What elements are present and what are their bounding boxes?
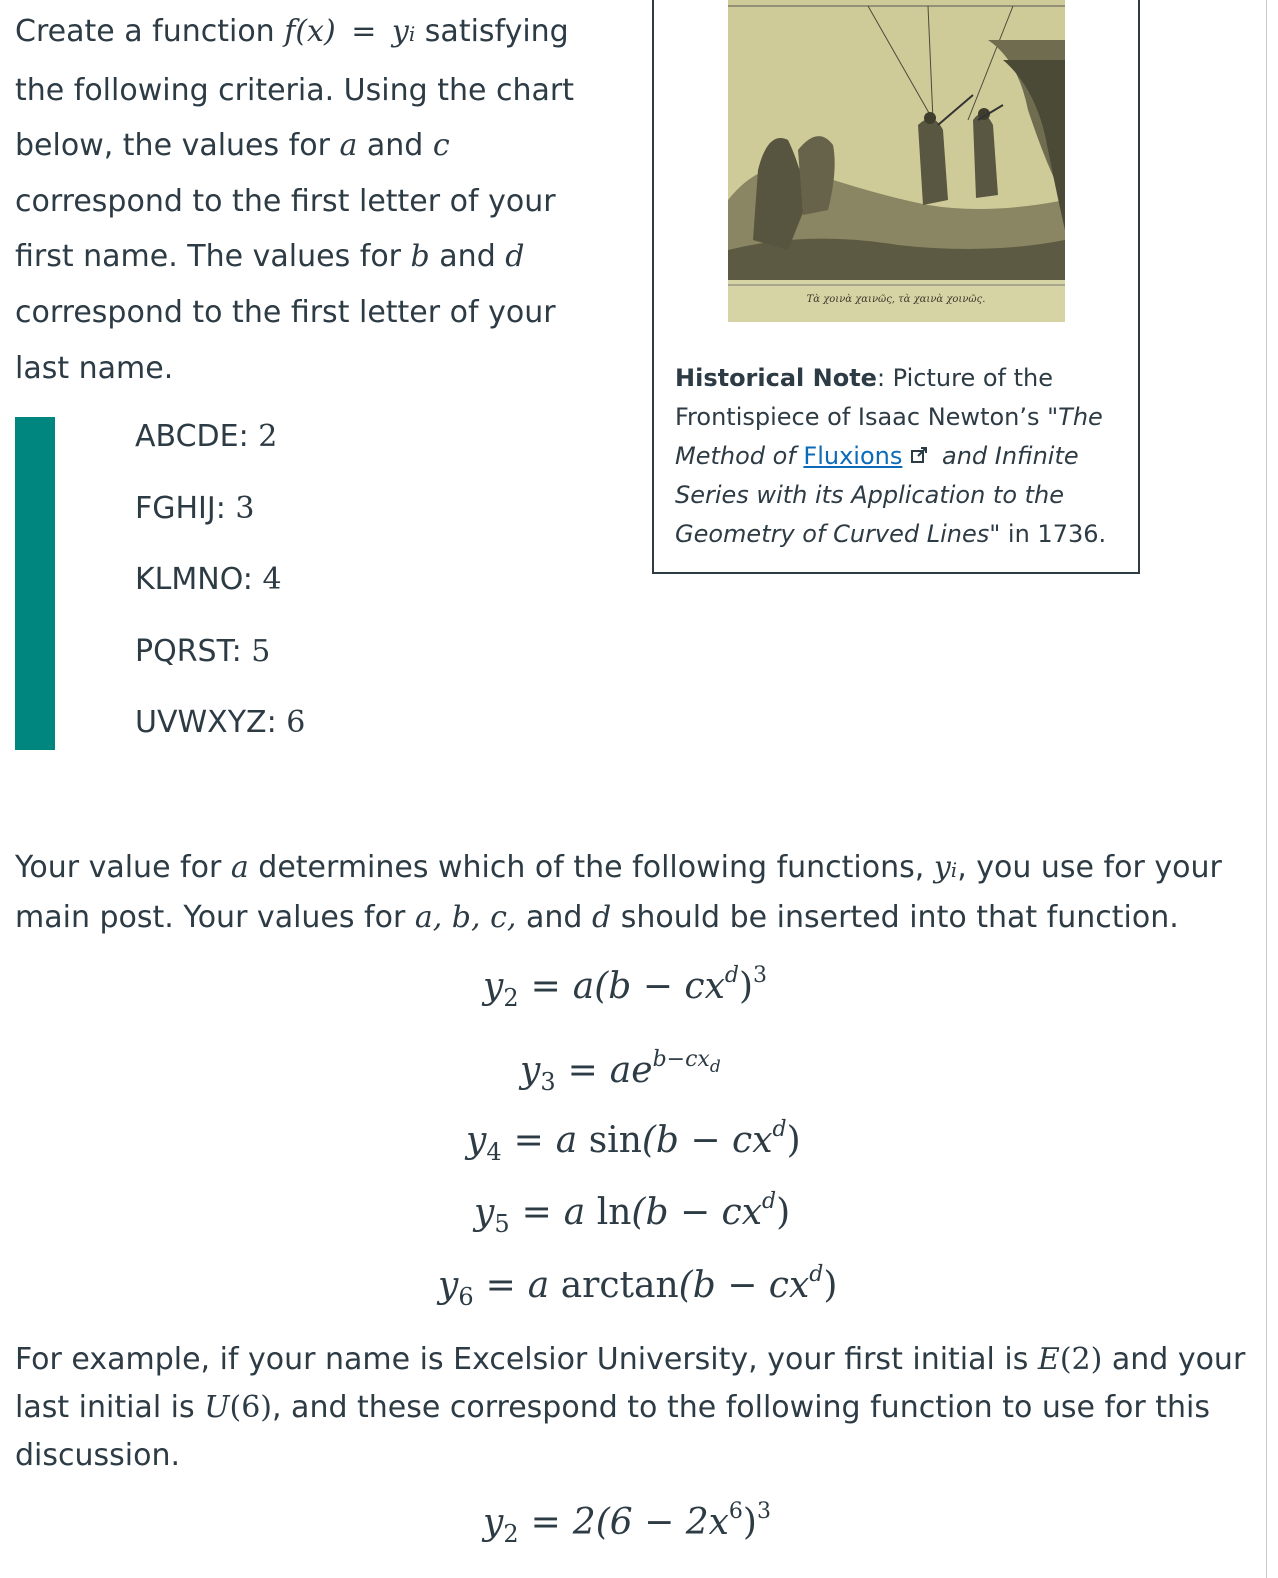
letter-group-fghij	[135, 491, 255, 526]
math-b: b	[410, 239, 430, 275]
letter-group-klmno	[135, 562, 282, 597]
math-c: c	[432, 128, 450, 164]
letter-group-abcde	[135, 419, 277, 454]
math-a: a	[339, 128, 358, 164]
example-equation: $y_2 = 2(6 - 2x^6)^3$	[483, 1499, 771, 1548]
letter-group-value: 3	[235, 491, 255, 526]
body-text: determines which of the following functions,	[248, 850, 934, 885]
intro-text: and	[357, 128, 433, 164]
letter-group-value: 2	[258, 419, 278, 454]
body-text: Your value for	[15, 850, 231, 885]
math-U: U	[204, 1390, 230, 1425]
historical-note-heading: Historical Note	[675, 364, 877, 392]
math-subscript-i: i	[950, 858, 958, 882]
example-paragraph	[15, 1336, 1265, 1480]
math-E: E	[1037, 1342, 1060, 1377]
math-variables: a, b, c,	[414, 900, 517, 935]
math-a: a	[230, 850, 249, 885]
historical-note-body: : Picture of the Frontispiece of Isaac Newton’s "	[675, 364, 1059, 431]
equation-y4: $y_4 = a$ $\sin(b - cx^d)$	[466, 1117, 801, 1166]
math-fx: f(x)	[284, 14, 336, 49]
equation-y5: $y_5 = a$ $\ln(b - cx^d)$	[474, 1189, 791, 1238]
letter-group-label: KLMNO:	[135, 562, 263, 597]
fluxions-link[interactable]: Fluxions	[803, 441, 903, 470]
math-value: (6)	[229, 1390, 272, 1425]
math-value: (2)	[1059, 1342, 1103, 1377]
equation-y2: $y_2 = a(b - cx^d)^3$	[483, 963, 768, 1012]
letter-group-label: UVWXYZ:	[135, 705, 287, 740]
body-text: and your last initial is	[15, 1342, 1246, 1425]
letter-group-label: ABCDE:	[135, 419, 259, 454]
letter-group-uvwxyz	[135, 705, 305, 740]
math-y: y	[391, 14, 409, 49]
letter-group-value: 6	[286, 705, 306, 740]
body-text: , and these correspond to the following function to use for this discussion.	[15, 1390, 1211, 1473]
math-subscript-i: i	[408, 22, 416, 46]
letter-group-pqrst	[135, 634, 270, 669]
external-link-icon[interactable]	[910, 437, 928, 476]
historical-note-body: " in 1736.	[989, 519, 1107, 548]
body-text: , you use for your main post. Your values for	[15, 850, 1222, 935]
engraving-caption: Τὰ χοινὰ χαινῶς, τὰ χαινὰ χοινῶς.	[806, 294, 986, 305]
letter-group-label: PQRST:	[135, 634, 252, 669]
body-text: For example, if your name is Excelsior University, your first initial is	[15, 1342, 1038, 1377]
math-equals: =	[351, 14, 377, 49]
intro-text: and	[429, 239, 506, 275]
math-d: d	[591, 900, 612, 935]
body-text: and	[516, 900, 592, 935]
page-right-border	[1266, 0, 1267, 1578]
intro-text: Create a function	[15, 14, 285, 49]
historical-note-title: and Infinite Series with its Application to the Geometry of Curved Lines	[675, 441, 1079, 548]
equation-y3: $y_3 = ae^{b-cxd}$	[520, 1047, 721, 1096]
intro-paragraph	[15, 4, 575, 396]
intro-text: correspond to the first letter of your last name.	[15, 294, 556, 386]
body-text: should be inserted into that function.	[611, 900, 1179, 935]
letter-group-value: 4	[262, 562, 282, 597]
functions-paragraph	[15, 844, 1265, 942]
letter-group-label: FGHIJ:	[135, 491, 236, 526]
historical-note-title: The Method of	[675, 402, 1103, 470]
frontispiece-engraving-image	[728, 0, 1065, 322]
math-d: d	[505, 239, 525, 275]
historical-note-text	[675, 359, 1130, 554]
letter-group-value: 5	[251, 634, 271, 669]
math-y: y	[933, 850, 951, 885]
intro-text: satisfying the following criteria. Using the chart below, the values for	[15, 14, 574, 164]
equation-y6: $y_6 = a$ $\arctan(b - cx^d)$	[438, 1262, 838, 1311]
accent-bar	[15, 417, 55, 750]
intro-text: correspond to the first letter of your first name. The values for	[15, 183, 556, 275]
